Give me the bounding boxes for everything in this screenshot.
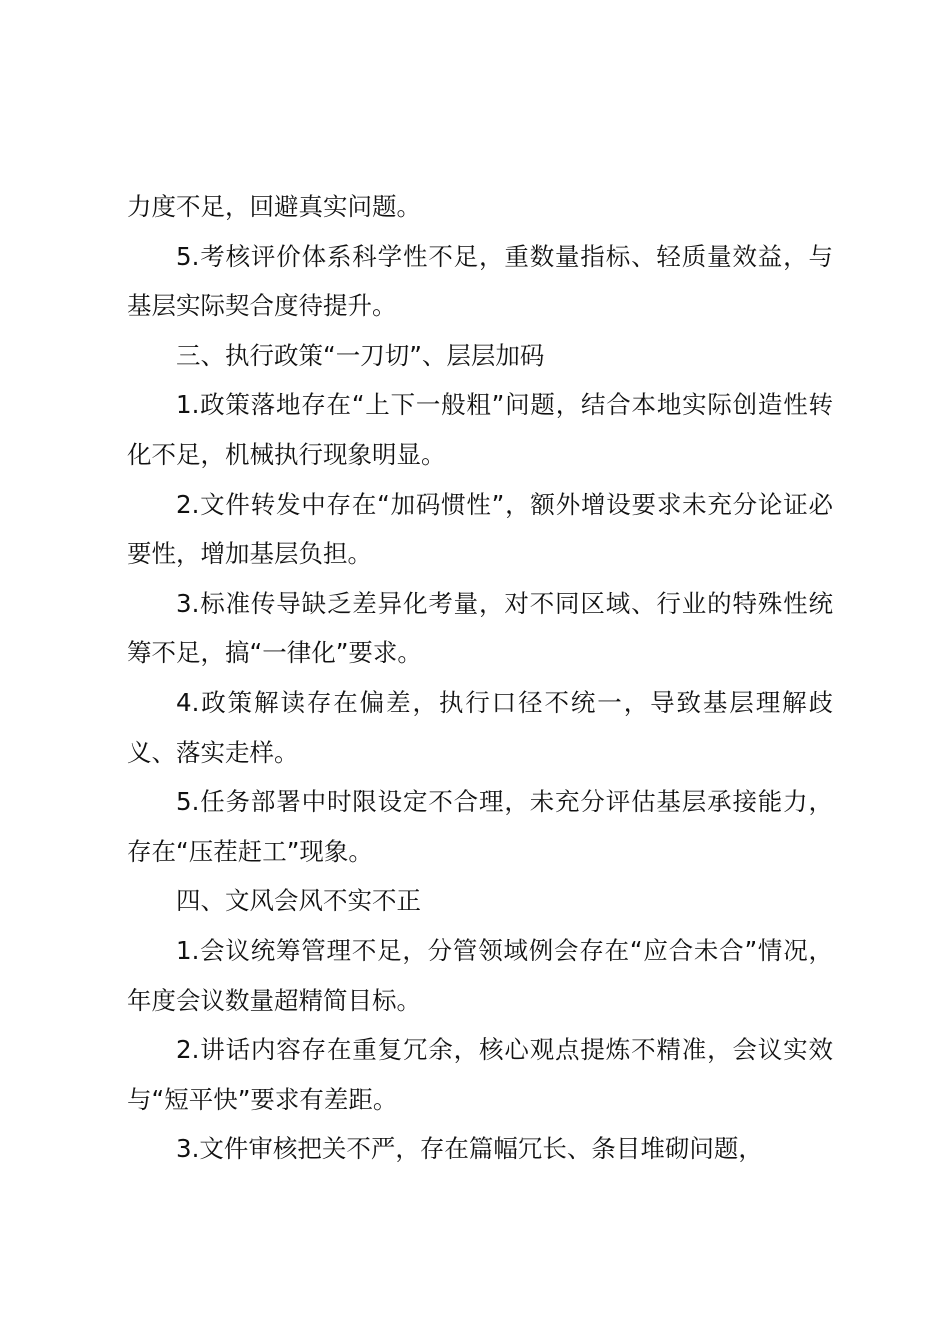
section-heading-4: 四、文风会风不实不正	[176, 886, 421, 916]
document-body	[127, 182, 833, 1174]
paragraph-item-5-deadlines: 5.任务部署中时限设定不合理，未充分评估基层承接能力，存在“压茬赶工”现象。	[127, 787, 833, 866]
paragraph-item-3-documents: 3.文件审核把关不严，存在篇幅冗长、条目堆砌问题，	[176, 1134, 763, 1164]
paragraph-item-2-speeches: 2.讲话内容存在重复冗余，核心观点提炼不精准，会议实效与“短平快”要求有差距。	[127, 1035, 833, 1114]
paragraph-item-3-standards: 3.标准传导缺乏差异化考量，对不同区域、行业的特殊性统筹不足，搞“一律化”要求。	[127, 588, 833, 668]
paragraph-item-5-assessment: 5.考核评价体系科学性不足，重数量指标、轻质量效益，与基层实际契合度待提升。	[127, 241, 833, 321]
paragraph-item-2-forwarding: 2.文件转发中存在“加码惯性”，额外增设要求未充分论证必要性，增加基层负担。	[127, 489, 833, 569]
paragraph-item-1-policy: 1.政策落地存在“上下一般粗”问题，结合本地实际创造性转化不足，机械执行现象明显。	[127, 390, 833, 469]
paragraph-continuation: 力度不足，回避真实问题。	[127, 192, 421, 221]
section-heading-3: 三、执行政策“一刀切”、层层加码	[176, 340, 545, 370]
paragraph-item-1-meetings: 1.会议统筹管理不足，分管领域例会存在“应合未合”情况，年度会议数量超精简目标。	[127, 935, 833, 1015]
paragraph-item-4-interpretation: 4.政策解读存在偏差，执行口径不统一，导致基层理解歧义、落实走样。	[127, 687, 833, 767]
